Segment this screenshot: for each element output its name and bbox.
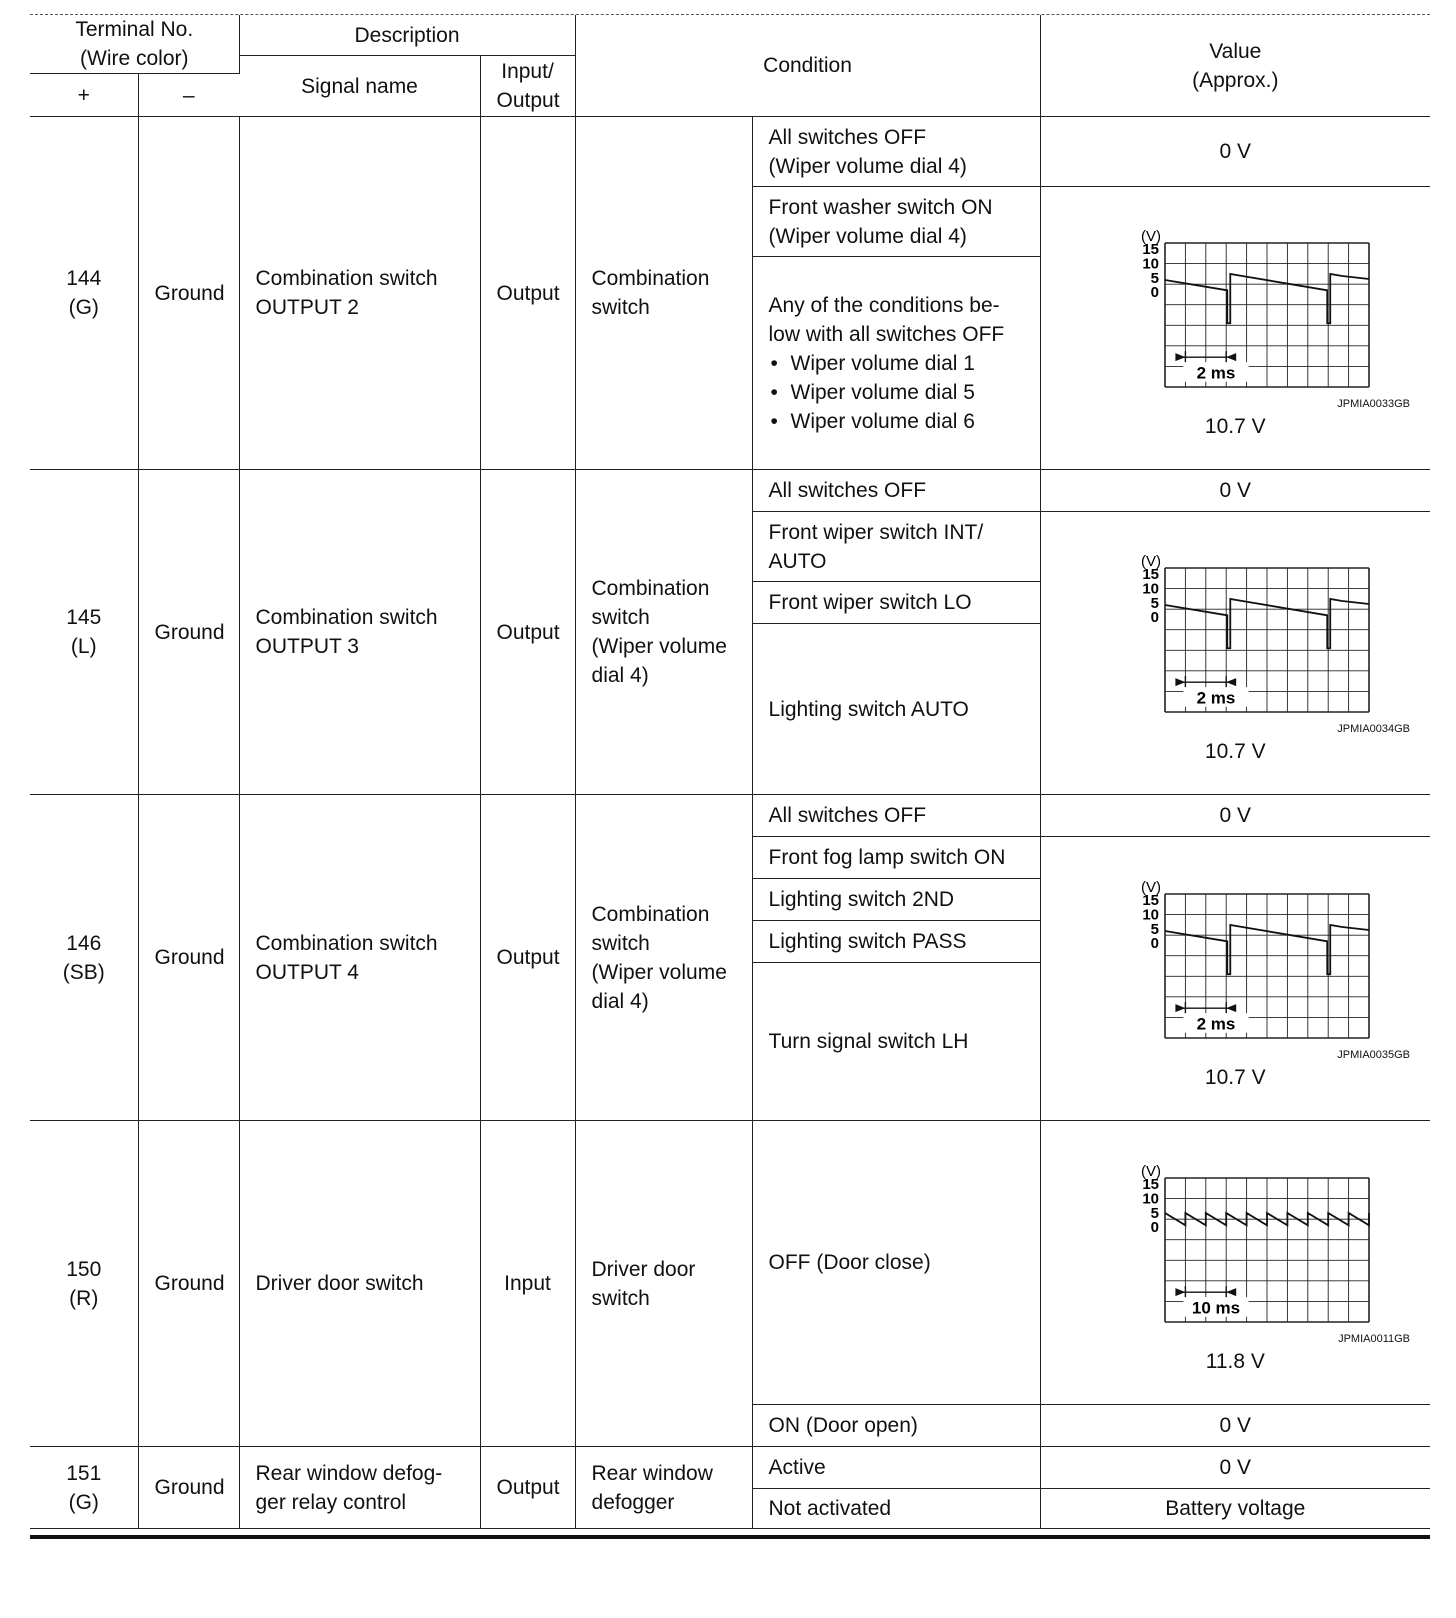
axis-tick-label: 5 (1150, 1204, 1160, 1222)
ground-cell: Ground (138, 117, 239, 470)
waveform-graph (1085, 1152, 1385, 1332)
waveform-trace (1165, 1212, 1369, 1224)
header-condition: Condition (575, 15, 1040, 117)
waveform-cell (1040, 512, 1430, 795)
figure-code: JPMIA0011GB (1338, 1332, 1411, 1345)
condition-sub-cell: Front washer switch ON (Wiper volume dial 4) (752, 187, 1040, 257)
waveform-value: 10.7 V (1204, 1065, 1266, 1089)
axis-tick-label: 5 (1150, 269, 1160, 287)
waveform-graph (1085, 217, 1385, 397)
value-cell: 0 V (1040, 1405, 1430, 1447)
axis-tick-label: 5 (1150, 594, 1160, 612)
table-row (30, 117, 1430, 187)
condition-sub-cell: All switches OFF (752, 470, 1040, 512)
axis-unit-label: (V) (1141, 878, 1162, 896)
ground-cell: Ground (138, 470, 239, 795)
condition-sub-cell: Lighting switch 2ND (752, 879, 1040, 921)
waveform-value: 10.7 V (1204, 740, 1266, 763)
header-description: Description (239, 15, 575, 56)
list-item: • Wiper volume dial 6 (769, 407, 1024, 436)
io-cell: Output (480, 795, 575, 1121)
condition-sub-cell: Front wiper switch INT/ AUTO (752, 512, 1040, 582)
time-scale-arrow (1226, 1004, 1236, 1012)
signal-name-cell: Combination switch OUTPUT 3 (239, 470, 480, 795)
condition-sub-cell: All switches OFF (Wiper volume dial 4) (752, 117, 1040, 187)
waveform-value: 10.7 V (1204, 415, 1266, 438)
terminal-cell: 150 (R) (30, 1121, 138, 1447)
axis-tick-label: 0 (1150, 1218, 1160, 1236)
signal-name-cell: Driver door switch (239, 1121, 480, 1447)
condition-main-cell: Combination switch (575, 117, 752, 470)
condition-sub-cell: Front wiper switch LO (752, 582, 1040, 624)
value-cell: 0 V (1040, 795, 1430, 837)
terminal-cell: 144 (G) (30, 117, 138, 470)
header-signal-name: Signal name (239, 56, 480, 117)
waveform-value: 11.8 V (1205, 1349, 1265, 1373)
value-cell: 0 V (1040, 470, 1430, 512)
axis-tick-label: 10 (1142, 905, 1160, 923)
signal-name-cell: Rear window defog- ger relay control (239, 1447, 480, 1529)
table-row (30, 1447, 1430, 1489)
header-minus: – (138, 74, 239, 117)
io-cell: Output (480, 117, 575, 470)
condition-sub-cell: Active (752, 1447, 1040, 1489)
terminal-cell: 151 (G) (30, 1447, 138, 1529)
figure-code: JPMIA0035GB (1337, 1048, 1411, 1061)
axis-tick-label: 15 (1142, 891, 1160, 909)
axis-tick-label: 0 (1150, 934, 1160, 952)
header-plus: + (30, 74, 138, 117)
condition-sub-cell (752, 257, 1040, 470)
time-scale-label: 10 ms (1192, 1298, 1241, 1318)
time-scale-arrow (1176, 1004, 1186, 1012)
condition-main-cell: Rear window defogger (575, 1447, 752, 1529)
figure-code: JPMIA0033GB (1337, 398, 1411, 410)
time-scale-arrow (1226, 1288, 1236, 1296)
header-value: Value (Approx.) (1040, 15, 1430, 117)
io-cell: Output (480, 470, 575, 795)
waveform-graph (1085, 868, 1385, 1048)
io-cell: Output (480, 1447, 575, 1529)
terminal-cell: 145 (L) (30, 470, 138, 795)
header-input-output: Input/ Output (480, 56, 575, 117)
value-cell: 0 V (1040, 117, 1430, 187)
waveform-graph (1085, 542, 1385, 722)
time-scale-arrow (1176, 678, 1186, 686)
condition-sub-cell: OFF (Door close) (752, 1121, 1040, 1405)
condition-sub-cell: Front fog lamp switch ON (752, 837, 1040, 879)
axis-tick-label: 0 (1150, 609, 1160, 627)
waveform-cell (1040, 187, 1430, 470)
time-scale-label: 2 ms (1196, 1014, 1236, 1034)
axis-tick-label: 10 (1142, 255, 1160, 273)
condition-sub-cell: All switches OFF (752, 795, 1040, 837)
time-scale-arrow (1226, 678, 1236, 686)
condition-main-cell: Driver door switch (575, 1121, 752, 1447)
list-item: • Wiper volume dial 5 (769, 378, 1024, 407)
table-row (30, 795, 1430, 837)
condition-intro: Any of the conditions be- low with all switches OFF (768, 293, 1005, 346)
signal-name-cell: Combination switch OUTPUT 4 (239, 795, 480, 1121)
terminal-table (30, 15, 1430, 1529)
waveform-cell (1040, 1121, 1430, 1405)
condition-sub-cell: Not activated (752, 1489, 1040, 1529)
ground-cell: Ground (138, 1121, 239, 1447)
axis-tick-label: 10 (1142, 1189, 1160, 1207)
list-item: • Wiper volume dial 1 (769, 349, 1024, 378)
condition-sub-cell: Lighting switch PASS (752, 921, 1040, 963)
value-cell: Battery voltage (1040, 1489, 1430, 1529)
axis-tick-label: 5 (1150, 920, 1160, 938)
bottom-rule (30, 1535, 1430, 1539)
ground-cell: Ground (138, 795, 239, 1121)
axis-tick-label: 10 (1142, 580, 1160, 598)
time-scale-arrow (1176, 353, 1186, 361)
value-cell: 0 V (1040, 1447, 1430, 1489)
time-scale-arrow (1176, 1288, 1186, 1296)
terminal-cell: 146 (SB) (30, 795, 138, 1121)
axis-tick-label: 15 (1142, 566, 1160, 583)
condition-sub-cell: Turn signal switch LH (752, 963, 1040, 1121)
table-row (30, 1121, 1430, 1405)
axis-tick-label: 0 (1150, 284, 1160, 302)
axis-tick-label: 15 (1142, 1175, 1160, 1193)
figure-code: JPMIA0034GB (1337, 723, 1411, 735)
axis-unit-label: (V) (1141, 1162, 1162, 1180)
table-row (30, 470, 1430, 512)
axis-tick-label: 15 (1142, 241, 1160, 258)
header-terminal-no: Terminal No. (Wire color) (30, 15, 239, 74)
axis-unit-label: (V) (1141, 553, 1162, 570)
condition-sub-cell: Lighting switch AUTO (752, 624, 1040, 795)
condition-list (769, 349, 1024, 436)
condition-sub-cell: ON (Door open) (752, 1405, 1040, 1447)
time-scale-arrow (1226, 353, 1236, 361)
time-scale-label: 2 ms (1196, 363, 1236, 383)
ground-cell: Ground (138, 1447, 239, 1529)
io-cell: Input (480, 1121, 575, 1447)
axis-unit-label: (V) (1141, 228, 1162, 245)
waveform-cell (1040, 837, 1430, 1121)
signal-name-cell: Combination switch OUTPUT 2 (239, 117, 480, 470)
condition-main-cell: Combination switch (Wiper volume dial 4) (575, 470, 752, 795)
condition-main-cell: Combination switch (Wiper volume dial 4) (575, 795, 752, 1121)
time-scale-label: 2 ms (1196, 688, 1236, 708)
